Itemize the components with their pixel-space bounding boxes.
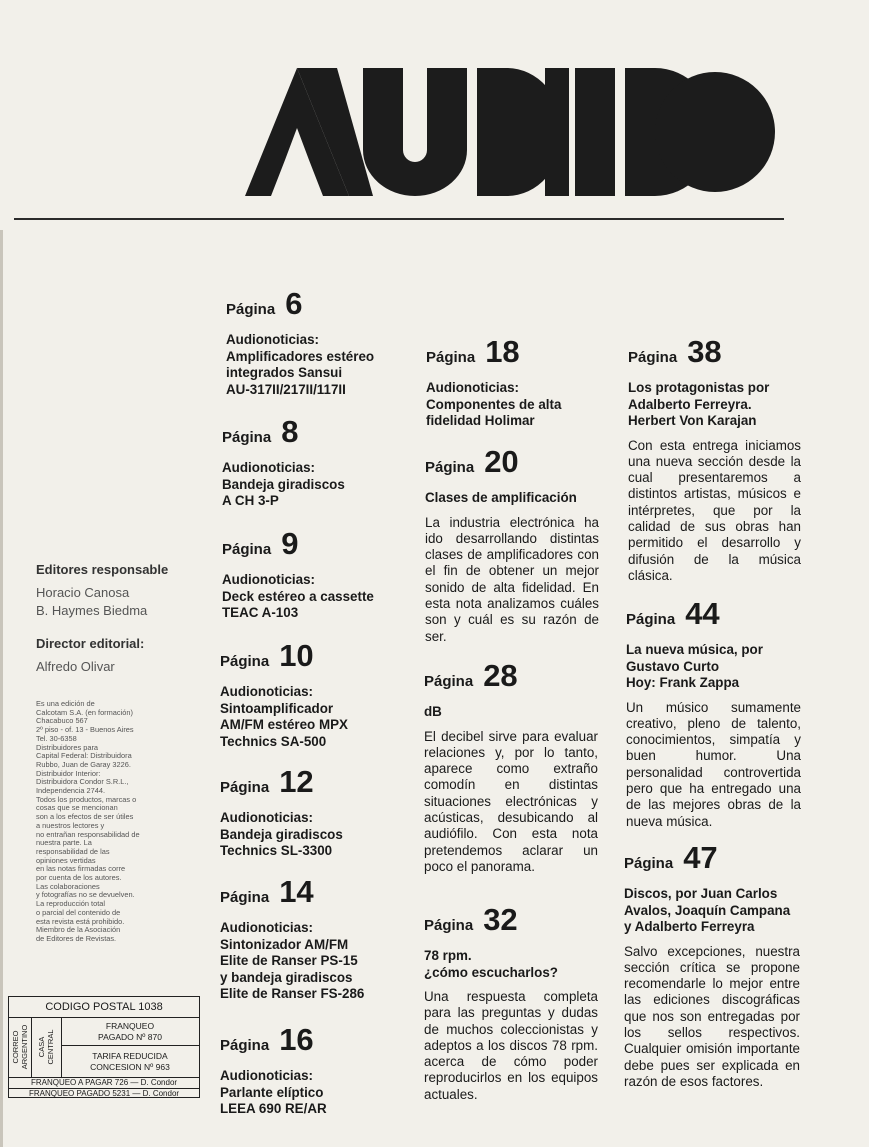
entry-body: Con esta entrega iniciamos una nueva sección desde la cual presentaremos a distintos artistas, músicos e intérpretes, que por la calidad de sus obras han permitido el desarrollo y difusión de la música clásica.: [628, 437, 801, 583]
codigo-postal: CODIGO POSTAL 1038: [9, 997, 199, 1018]
entry-title: La nueva música, por Gustavo Curto Hoy: Frank Zappa: [626, 642, 763, 690]
editor-1: Horacio Canosa: [36, 585, 130, 600]
small-print-line: no entrañan responsabilidad de: [36, 829, 140, 839]
page-edge: [0, 230, 3, 1147]
toc-entry: Página 20 Clases de amplificación La industria electrónica ha ido desarrollando distintas clases de amplificadores con el fin de obtener un mejor sonido de alta fidelidad. En esta nota analizamos cuáles son y cuál es su razón de ser.: [425, 444, 599, 644]
toc-entry: Página 12 Audionoticias: Bandeja giradiscos Technics SL-3300: [220, 766, 400, 860]
audio-logo: [245, 68, 775, 196]
toc-entry: Página 10 Audionoticias: Sintoamplificador AM/FM estéreo MPX Technics SA-500: [220, 640, 400, 750]
small-print-line: Distribuidor Interior:: [36, 768, 101, 778]
director-heading: Director editorial:: [36, 636, 145, 651]
page-number: 20: [484, 444, 519, 479]
entry-title: 78 rpm. ¿cómo escucharlos?: [424, 948, 558, 980]
small-print-line: La reproducción total: [36, 899, 106, 909]
small-print-line: Capital Federal: Distribuidora: [36, 751, 132, 761]
small-print-line: en las notas firmadas corre: [36, 864, 126, 874]
page-number: 18: [485, 334, 520, 369]
toc-entry: [226, 288, 406, 398]
entry-title: Audionoticias: Componentes de alta fidelidad Holimar: [426, 380, 562, 428]
small-print-line: Es una edición de: [36, 699, 95, 708]
tarifa-reducida: TARIFA REDUCIDA CONCESION Nº 963: [90, 1051, 170, 1072]
toc-entry: Página 16 Audionoticias: Parlante elíptico LEEA 690 RE/AR: [220, 1024, 400, 1118]
entry-body: Salvo excepciones, nuestra sección crítica se propone recomendarle lo mejor entre las ediciones discográficas que nos son entregadas por los sellos respectivos. Cualquier omisión importante debe pues ser explicada en razón de esos factores.: [624, 943, 800, 1089]
entry-title: Discos, por Juan Carlos Avalos, Joaquín Campana y Adalberto Ferreyra: [624, 886, 791, 934]
small-print-line: opiniones vertidas: [36, 855, 96, 865]
page-number: 44: [685, 596, 720, 631]
entry-title: Audionoticias: Amplificadores estéreo integrados Sansui AU-317II/217II/117II: [226, 332, 375, 397]
small-print-line: Distribuidores para: [36, 742, 99, 752]
toc-entry: Página 14 Audionoticias: Sintonizador AM/FM Elite de Ranser PS-15 y bandeja giradiscos Elite de Ranser FS-286: [220, 876, 400, 1003]
logo-letter-i: [575, 68, 615, 196]
franqueo-pagado-row: FRANQUEO PAGADO 5231 — D. Condor: [9, 1088, 199, 1099]
entry-body: El decibel sirve para evaluar relaciones y, por lo tanto, aparece como extraño comodín en distintas situaciones electrónicas y acústicas, desubicando al audiófilo. Con esta nota pretendemos aclarar un poco el panorama.: [424, 728, 598, 874]
franqueo-pagado: FRANQUEO PAGADO Nº 870: [61, 1017, 199, 1046]
entry-title: Los protagonistas por Adalberto Ferreyra. Herbert Von Karajan: [628, 380, 770, 428]
toc-entry: Página 9 Audionoticias: Deck estéreo a cassette TEAC A-103: [222, 528, 402, 622]
page-number: 28: [483, 658, 518, 693]
entry-body: Un músico sumamente creativo, pleno de talento, conocimientos, simpatía y buen humor. Una personalidad controvertida pero que ha entregado una de las mejores obras de la nueva música.: [626, 699, 801, 829]
small-print-line: cosas que se mencionan: [36, 803, 118, 813]
small-print-line: Distribuidora Condor S.R.L.,: [36, 777, 129, 787]
small-print-line: y fotografías no se devuelven.: [36, 890, 135, 900]
toc-entry: Página 18 Audionoticias: Componentes de alta fidelidad Holimar: [426, 336, 600, 430]
toc-entry: Página 32 78 rpm. ¿cómo escucharlos? Una respuesta completa para las preguntas y dudas de muchos coleccionistas y adeptos a los discos 78 rpm. acerca de cómo poder reproducirlos en los equipos actuales.: [424, 902, 598, 1102]
page-number: 14: [279, 874, 314, 909]
small-print-line: Miembro de la Asociación: [36, 925, 121, 935]
small-print-line: Las colaboraciones: [36, 881, 100, 891]
director-name: Alfredo Olivar: [36, 659, 115, 674]
toc-entry: Página 44 La nueva música, por Gustavo Curto Hoy: Frank Zappa Un músico sumamente creativo, pleno de talento, conocimientos, simpatía y buen humor. Una personalidad controvertida pero que ha entregado una de las mejores obras de la nueva música.: [626, 596, 801, 829]
small-print-line: responsabilidad de las: [36, 846, 110, 856]
small-print-line: Rubbo, Juan de Garay 3226.: [36, 759, 131, 769]
small-print-line: Todos los productos, marcas o: [36, 794, 137, 804]
editor-2: B. Haymes Biedma: [36, 603, 148, 618]
small-print-line: nuestra parte. La: [36, 838, 92, 848]
small-print-line: Independencia 2744.: [36, 786, 106, 796]
small-print-line: a nuestros lectores y: [36, 820, 105, 830]
entry-title: Audionoticias: Sintonizador AM/FM Elite de Ranser PS-15 y bandeja giradiscos Elite de Ranser FS-286: [220, 920, 365, 1001]
page-number: 9: [281, 526, 299, 561]
small-print-line: o parcial del contenido de: [36, 907, 121, 917]
small-print-line: Calcotam S.A. (en formación): [36, 707, 133, 717]
entry-title: Audionoticias: Bandeja giradiscos A CH 3-P: [222, 460, 345, 508]
entry-title: Audionoticias: Sintoamplificador AM/FM estéreo MPX Technics SA-500: [220, 684, 348, 749]
toc-entry: Página 8 Audionoticias: Bandeja giradiscos A CH 3-P: [222, 416, 402, 510]
small-print-line: Chacabuco 567: [36, 716, 88, 726]
franqueo-a-pagar: FRANQUEO A PAGAR 726 — D. Condor: [9, 1077, 199, 1088]
header-rule: [14, 218, 784, 220]
small-print-line: por cuenta de los autores.: [36, 873, 122, 883]
page-number: 8: [281, 414, 299, 449]
page-number: 47: [683, 840, 718, 875]
correo-argentino: CORREO ARGENTINO: [11, 1024, 29, 1070]
page-label: Página: [226, 301, 276, 318]
toc-entry: Página 28 dB El decibel sirve para evaluar relaciones y, por lo tanto, aparece como extraño comodín en distintas situaciones electrónicas y acústicas, desubicando al audiófilo. Con esta nota pretendemos aclarar un poco el panorama.: [424, 658, 598, 874]
entry-body: Una respuesta completa para las preguntas y dudas de muchos coleccionistas y adeptos a los discos 78 rpm. acerca de cómo poder reproducirlos en los equipos actuales.: [424, 989, 598, 1102]
page-number: 12: [279, 764, 314, 799]
small-print-line: 2º piso - of. 13 - Buenos Aires: [36, 725, 134, 735]
page-number: 38: [687, 334, 722, 369]
entry-title: dB: [424, 704, 442, 719]
casa-central: CASA CENTRAL: [37, 1029, 55, 1065]
small-print-line: son a los efectos de ser útiles: [36, 812, 134, 822]
logo-letter-u: [363, 68, 467, 196]
small-print-line: esta revista está prohibido.: [36, 916, 125, 926]
entry-title: Audionoticias: Bandeja giradiscos Technics SL-3300: [220, 810, 343, 858]
editors-heading: Editores responsable: [36, 562, 169, 577]
small-print-line: Tel. 30-6358: [36, 733, 77, 743]
entry-title: Clases de amplificación: [425, 490, 577, 505]
page-number: 16: [279, 1022, 314, 1057]
small-print-line: de Editores de Revistas.: [36, 933, 117, 943]
toc-entry: Página 38 Los protagonistas por Adalberto Ferreyra. Herbert Von Karajan Con esta entrega iniciamos una nueva sección desde la cual presentaremos a distintos artistas, músicos e intérpretes, que por la calidad de sus obras han permitido el desarrollo y difusión de la música clásica.: [628, 334, 801, 583]
entry-title: Audionoticias: Deck estéreo a cassette TEAC A-103: [222, 572, 374, 620]
postal-box: [8, 996, 200, 1098]
page-number: 6: [285, 286, 303, 321]
small-print: [36, 700, 182, 944]
entry-body: La industria electrónica ha ido desarrollando distintas clases de amplificadores con el fin de obtener un mejor sonido de alta fidelidad. En esta nota analizamos cuáles son y cuál es su razón de ser.: [425, 514, 599, 644]
entry-title: Audionoticias: Parlante elíptico LEEA 690 RE/AR: [220, 1068, 327, 1116]
page-number: 10: [279, 638, 314, 673]
toc-entry: Página 47 Discos, por Juan Carlos Avalos, Joaquín Campana y Adalberto Ferreyra Salvo excepciones, nuestra sección crítica se propone recomendarle lo mejor entre las ediciones discográficas que nos son entregadas por los sellos respectivos. Cualquier omisión importante debe pues ser explicada en razón de esos factores.: [624, 840, 800, 1089]
page-number: 32: [483, 902, 518, 937]
